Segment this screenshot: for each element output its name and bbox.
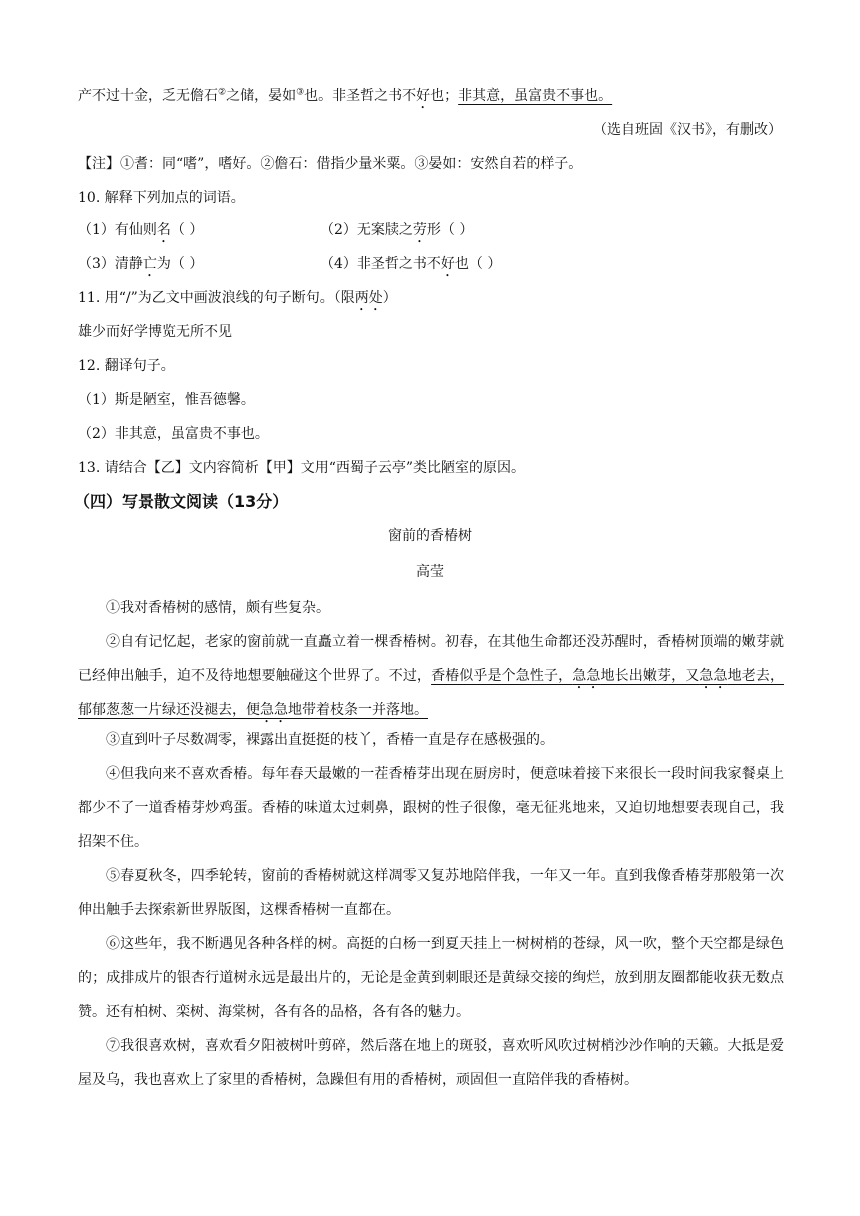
paragraph-3: ③直到叶子尽数凋零，裸露出直挺挺的枝丫，香椿一直是存在感极强的。 xyxy=(106,732,554,748)
wavy-underlined-sentence: 非其意，虽富贵不事也。 xyxy=(458,88,613,104)
question-11-sentence: 雄少而好学博览无所不见 xyxy=(78,324,232,340)
source-citation: （选自班固《汉书》，有删改） xyxy=(593,122,782,138)
question-12-stem: 12. 翻译句子。 xyxy=(78,358,175,374)
underlined-sentence: 香椿似乎是个急性子，急急地长出嫩芽，又急急地老去，郁郁葱葱一片绿还没褪去，便急急地带着枝条一并落地。 xyxy=(78,668,785,718)
paragraph-4: ④但我向来不喜欢香椿。每年春天最嫩的一茬香椿芽出现在厨房时，便意味着接下来很长一段时间我家餐桌上都少不了一道香椿芽炒鸡蛋。香椿的味道太过刺鼻，跟树的性子很像，毫无征兆地来，又迫切地想要表现自己，我招架不住。 xyxy=(78,766,784,850)
annotation-note: 【注】①耆：同“嗜”，嗜好。②儋石：借指少量米粟。③晏如：安然自若的样子。 xyxy=(78,156,583,172)
question-11-stem: 11. 用“/”为乙文中画波浪线的句子断句。（限两处） xyxy=(78,290,397,306)
essay-author: 高莹 xyxy=(416,564,444,580)
question-12-item-1: （1）斯是陋室，惟吾德馨。 xyxy=(78,392,255,408)
paragraph-5: ⑤春夏秋冬，四季轮转，窗前的香椿树就这样凋零又复苏地陪伴我，一年又一年。直到我像香椿芽那般第一次伸出触手去探索新世界版图，这棵香椿树一直都在。 xyxy=(78,868,784,918)
paragraph-6: ⑥这些年，我不断遇见各种各样的树。高挺的白杨一到夏天挂上一树树梢的苍绿，风一吹，整个天空都是绿色的；成排成片的银杏行道树永远是最出片的，无论是金黄到刺眼还是黄绿交接的绚烂，放到朋友圈都能收获无数点赞。还有柏树、栾树、海棠树，各有各的品格，各有各的魅力。 xyxy=(78,936,784,1020)
question-10-row-2: （3）清静亡为（ ） （4）非圣哲之书不好也（ ） xyxy=(78,256,502,272)
section-heading: （四）写景散文阅读（13分） xyxy=(74,492,289,511)
paragraph-7: ⑦我很喜欢树，喜欢看夕阳被树叶剪碎，然后落在地上的斑驳，喜欢听风吹过树梢沙沙作响的天籁。大抵是爱屋及乌，我也喜欢上了家里的香椿树，急躁但有用的香椿树，顽固但一直陪伴我的香椿树。 xyxy=(78,1038,784,1088)
question-12-item-2: （2）非其意，虽富贵不事也。 xyxy=(78,426,269,442)
question-13: 13. 请结合【乙】文内容简析【甲】文用“西蜀子云亭”类比陋室的原因。 xyxy=(78,460,526,476)
essay-title: 窗前的香椿树 xyxy=(388,528,472,544)
paragraph-1: ①我对香椿树的感情，颇有些复杂。 xyxy=(106,600,330,616)
passage-line-1: 产不过十金，乏无儋石②之储，晏如③也。非圣哲之书不好也；非其意，虽富贵不事也。 xyxy=(78,87,613,104)
question-10-stem: 10. 解释下列加点的词语。 xyxy=(78,190,245,206)
question-10-row-1: （1）有仙则名（ ） （2）无案牍之劳形（ ） xyxy=(78,222,474,238)
paragraph-2: ②自有记忆起，老家的窗前就一直矗立着一棵香椿树。初春，在其他生命都还没苏醒时，香椿树顶端的嫩芽就已经伸出触手，迫不及待地想要触碰这个世界了。不过，香椿似乎是个急性子，急急地长出嫩芽，又急急地老去，郁郁葱葱一片绿还没褪去，便急急地带着枝条一并落地。 xyxy=(78,634,785,718)
